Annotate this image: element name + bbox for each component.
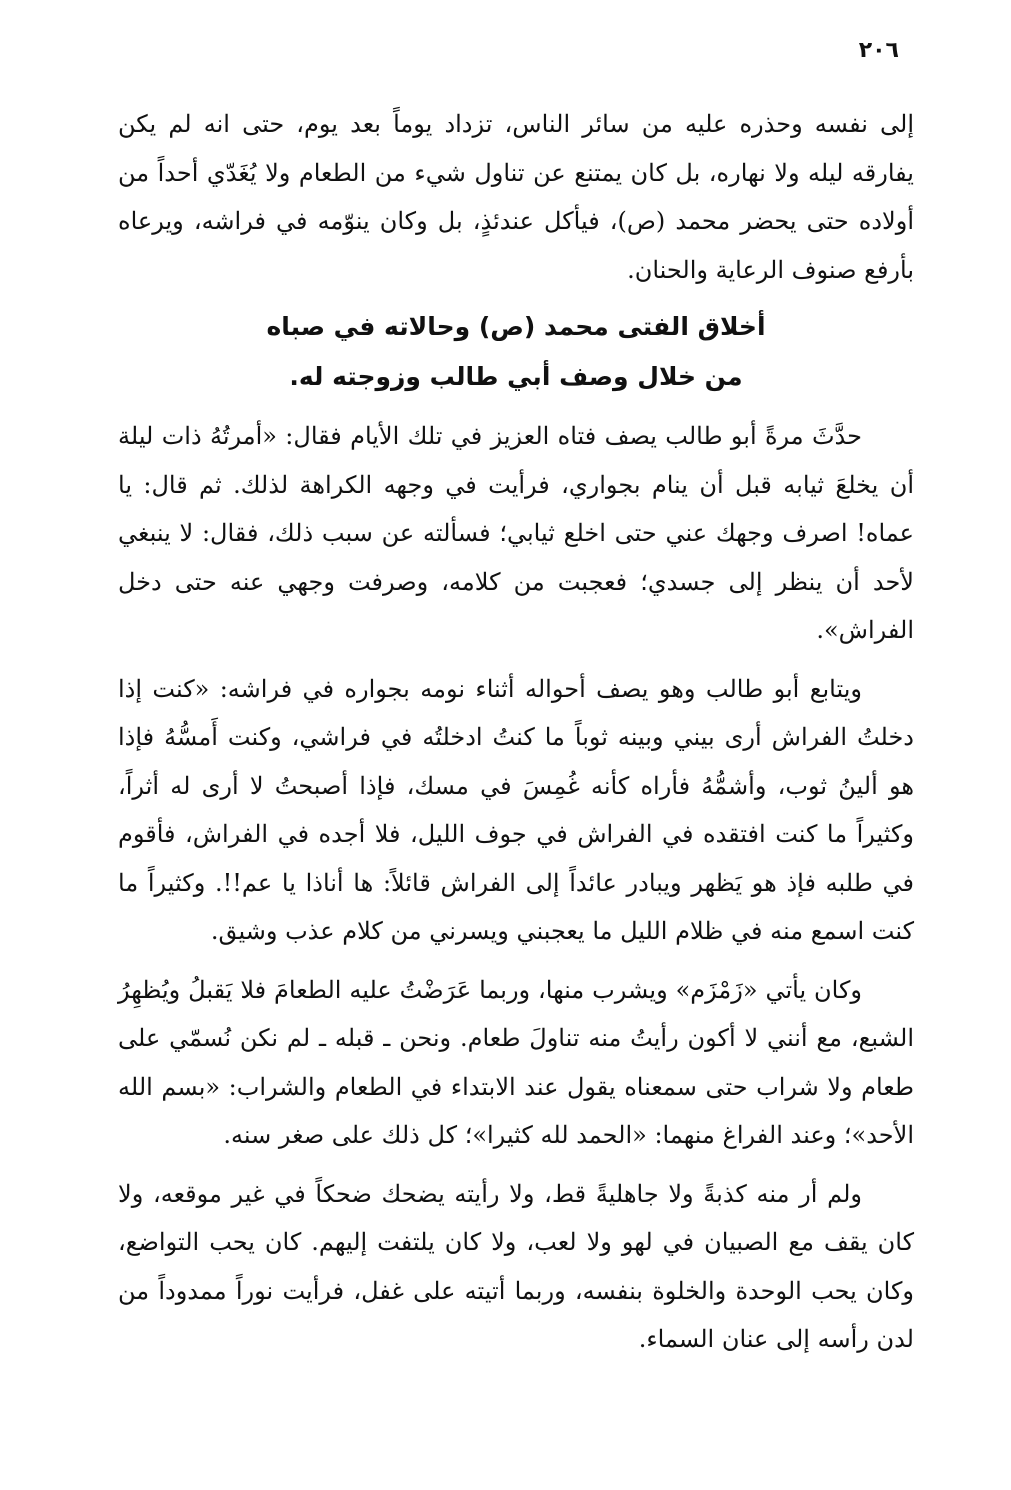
paragraph-continuation: إلى نفسه وحذره عليه من سائر الناس، تزداد يوماً بعد يوم، حتى انه لم يكن يفارقه ليله ولا نهاره، بل كان يمتنع عن تناول شيء من الطعام ولا يُغَدّي أحداً من أولاده حتى يحضر محمد (ص)، فيأكل عندئذٍ، بل وكان ينوّمه في فراشه، ويرعاه بأرفع صنوف الرعاية والحنان.: [118, 110, 914, 284]
section-heading-line-2: من خلال وصف أبي طالب وزوجته له.: [289, 362, 743, 391]
paragraph-sleep-description: ويتابع أبو طالب وهو يصف أحواله أثناء نومه بجواره في فراشه: «كنت إذا دخلتُ الفراش أرى بيني وبينه ثوباً ما كنتُ ادخلتُه في فراشي، وكنت أَمسُّهُ فإذا هو ألينُ ثوب، وأشمُّهُ فأراه كأنه غُمِسَ في مسك، فإذا أصبحتُ لا أرى له أثراً، وكثيراً ما كنت افتقده في الفراش في جوف الليل، فلا أجده في الفراش، فأقوم في طلبه فإذ هو يَظهر ويبادر عائداً إلى الفراش قائلاً: ها أناذا يا عم!!. وكثيراً ما كنت اسمع منه في ظلام الليل ما يعجبني ويسرني من كلام عذب وشيق.: [118, 674, 915, 945]
paragraph-zamzam: وكان يأتي «زَمْزَم» ويشرب منها، وربما عَرَضْتُ عليه الطعامَ فلا يَقبلُ ويُظهِرُ الشبع، مع أنني لا أكون رأيتُ منه تناولَ طعام. ونحن ـ قبله ـ لم نكن نُسمّي على طعام ولا شراب حتى سمعناه يقول عند الابتداء في الطعام والشراب: «بسم الله الأحد»؛ وعند الفراغ منهما: «الحمد لله كثيرا»؛ كل ذلك على صغر سنه.: [118, 975, 914, 1149]
section-heading-line-1: أخلاق الفتى محمد (ص) وحالاته في صباه: [266, 312, 766, 341]
section-heading: [118, 294, 914, 412]
page-number: ٢٠٦: [858, 38, 899, 63]
paragraph-abu-talib-account: حدَّثَ مرةً أبو طالب يصف فتاه العزيز في تلك الأيام فقال: «أمرتُهُ ذات ليلة أن يخلعَ ثيابه قبل أن ينام بجواري، فرأيت في وجهه الكراهة لذلك. ثم قال: يا عماه! اصرف وجهك عني حتى اخلع ثيابي؛ فسألته عن سبب ذلك، فقال: لا ينبغي لأحد أن ينظر إلى جسدي؛ فعجبت من كلامه، وصرفت وجهي عنه حتى دخل الفراش».: [118, 422, 914, 644]
body-text: [118, 100, 914, 1364]
paragraph-character: ولم أر منه كذبةً ولا جاهليةً قط، ولا رأيته يضحك ضحكاً في غير موقعه، ولا كان يقف مع الصبيان في لهو ولا لعب، ولا كان يلتفت إليهم. كان يحب التواضع، وكان يحب الوحدة والخلوة بنفسه، وربما أتيته على غفل، فرأيت نوراً ممدوداً من لدن رأسه إلى عنان السماء.: [118, 1179, 914, 1353]
